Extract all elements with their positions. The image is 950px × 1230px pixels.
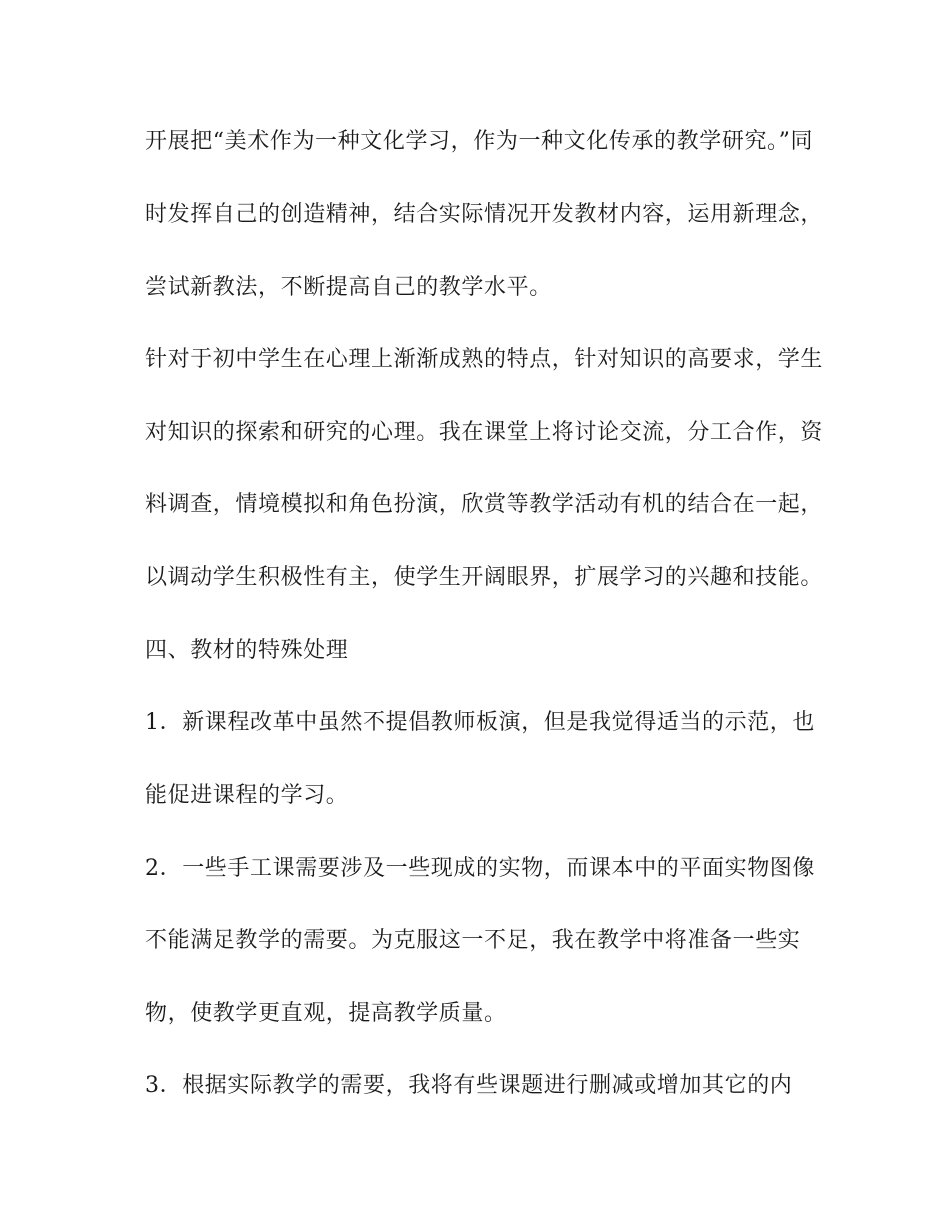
text-line: 1．新课程改革中虽然不提倡教师板演，但是我觉得适当的示范，也 [145,710,815,735]
text-line: 料调查，情境模拟和角色扮演，欣赏等教学活动有机的结合在一起， [145,492,824,517]
text-line: 对知识的探索和研究的心理。我在课堂上将讨论交流，分工合作，资 [145,420,824,445]
text-line: 不能满足教学的需要。为克服这一不足，我在教学中将准备一些实 [145,928,801,953]
section-heading: 四、教材的特殊处理 [145,638,349,663]
text-line: 以调动学生积极性有主，使学生开阔眼界，扩展学习的兴趣和技能。 [145,565,824,590]
text-line: 3．根据实际教学的需要，我将有些课题进行删减或增加其它的内 [145,1073,793,1098]
text-line: 尝试新教法，不断提高自己的教学水平。 [145,275,552,300]
text-line: 时发挥自己的创造精神，结合实际情况开发教材内容，运用新理念， [145,202,824,227]
text-line: 能促进课程的学习。 [145,783,349,808]
text-line: 2．一些手工课需要涉及一些现成的实物，而课本中的平面实物图像 [145,856,815,881]
text-line: 针对于初中学生在心理上渐渐成熟的特点，针对知识的高要求，学生 [145,347,824,372]
text-line: 开展把“美术作为一种文化学习，作为一种文化传承的教学研究。”同 [145,129,814,154]
text-line: 物，使教学更直观，提高教学质量。 [145,1001,507,1026]
